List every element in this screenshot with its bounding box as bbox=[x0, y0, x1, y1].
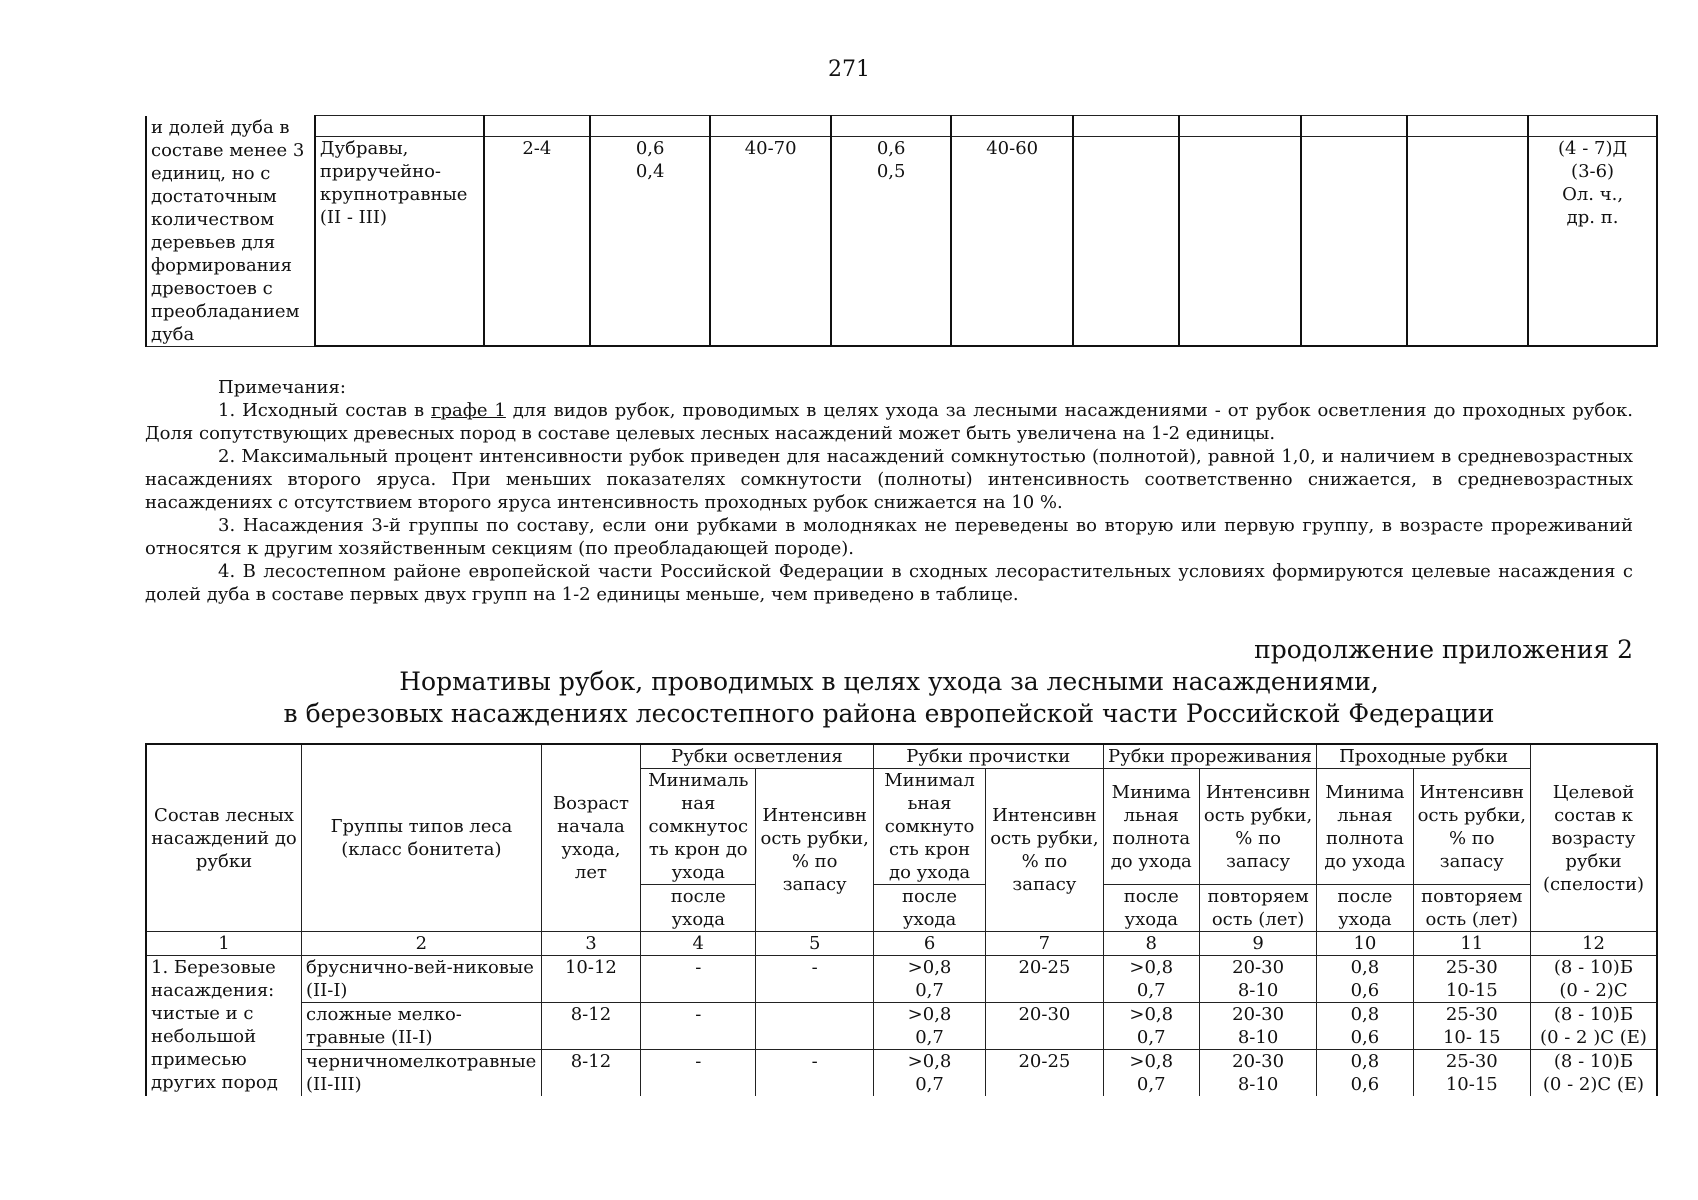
header-group-4: Проходные рубки bbox=[1317, 744, 1531, 769]
col-num: 7 bbox=[986, 932, 1103, 956]
header-c10: Минима льная полнота до ухода bbox=[1317, 769, 1413, 885]
cell: >0,8 0,7 bbox=[1103, 956, 1199, 1003]
table-title-line-1: Нормативы рубок, проводимых в целях ухода за лесными насаждениями, bbox=[399, 667, 1379, 696]
col-num: 12 bbox=[1530, 932, 1657, 956]
cell: 0,8 0,6 bbox=[1317, 1003, 1413, 1050]
top-col6-cell: 0,6 0,5 bbox=[831, 137, 952, 346]
cell: 25-30 10- 15 bbox=[1413, 1003, 1530, 1050]
cell: 20-30 8-10 bbox=[1199, 956, 1316, 1003]
cell: 25-30 10-15 bbox=[1413, 1050, 1530, 1097]
cell: 20-25 bbox=[986, 956, 1103, 1003]
note-3: 3. Насаждения 3-й группы по составу, если они рубками в молодняках не переведены во вторую или первую группу, в возрасте прореживаний относятся к другим хозяйственным секциям (по преобладающей породе). bbox=[145, 515, 1633, 559]
header-after-4: после ухода bbox=[641, 885, 756, 932]
header-c3: Возраст начала ухода, лет bbox=[541, 744, 640, 932]
header-group-1: Рубки осветления bbox=[641, 744, 874, 769]
header-c2: Группы типов леса (класс бонитета) bbox=[302, 744, 542, 932]
cell: 20-30 8-10 bbox=[1199, 1050, 1316, 1097]
top-table-data-row bbox=[146, 137, 1657, 346]
header-after-8: после ухода bbox=[1103, 885, 1199, 932]
col-num: 4 bbox=[641, 932, 756, 956]
cell: - bbox=[641, 1003, 756, 1050]
cell: - bbox=[756, 1050, 873, 1097]
top-table-header-row bbox=[146, 116, 1657, 137]
header-after-6: после ухода bbox=[873, 885, 985, 932]
forest-type-cell: сложные мелко-травные (II-I) bbox=[302, 1003, 542, 1050]
table-row bbox=[146, 1003, 1657, 1050]
note-4: 4. В лесостепном районе европейской части Российской Федерации в сходных лесорастительных условиях формируются целевые насаждения с долей дуба в составе первых двух групп на 1-2 единицы меньше, чем приведено в таблице. bbox=[145, 561, 1633, 605]
top-col4-cell: 0,6 0,4 bbox=[590, 137, 711, 346]
header-group-2: Рубки прочистки bbox=[873, 744, 1103, 769]
note-1: 1. Исходный состав в графе 1 для видов рубок, проводимых в целях ухода за лесными насаждениями - от рубок осветления до проходных рубок. Доля сопутствующих древесных пород в составе целевых лесных насаждений может быть увеличена на 1-2 единицы. bbox=[145, 400, 1634, 444]
top-table bbox=[145, 115, 1658, 347]
header-c6: Минимал ьная сомкнуто сть крон до ухода bbox=[873, 769, 985, 885]
header-c1: Состав лесных насаждений до рубки bbox=[146, 744, 302, 932]
cell: 20-30 8-10 bbox=[1199, 1003, 1316, 1050]
header-group-3: Рубки прореживания bbox=[1103, 744, 1317, 769]
cell: 25-30 10-15 bbox=[1413, 956, 1530, 1003]
cell: 20-25 bbox=[986, 1050, 1103, 1097]
age-cell: 8-12 bbox=[541, 1050, 640, 1097]
cell: >0,8 0,7 bbox=[1103, 1003, 1199, 1050]
cell: - bbox=[641, 956, 756, 1003]
column-number-row bbox=[146, 932, 1657, 956]
col-num: 2 bbox=[302, 932, 542, 956]
col-num: 11 bbox=[1413, 932, 1530, 956]
top-col12-cell: (4 - 7)Д (3-6) Ол. ч., др. п. bbox=[1528, 137, 1657, 346]
top-col3-cell: 2-4 bbox=[484, 137, 590, 346]
cell: (8 - 10)Б (0 - 2)С bbox=[1530, 956, 1657, 1003]
note-2: 2. Максимальный процент интенсивности рубок приведен для насаждений сомкнутостью (полнотой), равной 1,0, и наличием в средневозрастных насаждениях второго яруса. При меньших показателях сомкнутости (полноты) интенсивность соответственно снижается, в средневозрастных насаждениях с отсутствием второго яруса интенсивность проходных рубок снижается на 10 %. bbox=[145, 446, 1633, 513]
notes bbox=[145, 376, 1633, 606]
row-group-label: 1. Березовые насаждения: чистые и с небольшой примесью других пород bbox=[146, 956, 302, 1097]
main-table bbox=[145, 743, 1658, 1096]
col-num: 1 bbox=[146, 932, 302, 956]
cell: 20-30 bbox=[986, 1003, 1103, 1050]
cell: - bbox=[641, 1050, 756, 1097]
forest-type-cell: брусничнo-вей-никовые (II-I) bbox=[302, 956, 542, 1003]
col-num: 9 bbox=[1199, 932, 1316, 956]
cell: >0,8 0,7 bbox=[1103, 1050, 1199, 1097]
header-c11: Интенсивн ость рубки, % по запасу bbox=[1413, 769, 1530, 885]
table-title-line-2: в березовых насаждениях лесостепного района европейской части Российской Федерации bbox=[283, 699, 1495, 728]
header-group-row bbox=[146, 744, 1657, 769]
top-col2-cell: Дубравы, приручейно-крупнотравные (II - III) bbox=[315, 137, 484, 346]
cell: >0,8 0,7 bbox=[873, 1003, 985, 1050]
header-repeat-9: повторяем ость (лет) bbox=[1199, 885, 1316, 932]
col-num: 10 bbox=[1317, 932, 1413, 956]
cell: 0,8 0,6 bbox=[1317, 1050, 1413, 1097]
header-c12: Целевой состав к возрасту рубки (спелости) bbox=[1530, 744, 1657, 932]
col-num: 6 bbox=[873, 932, 985, 956]
cell: (8 - 10)Б (0 - 2 )С (Е) bbox=[1530, 1003, 1657, 1050]
header-after-10: после ухода bbox=[1317, 885, 1413, 932]
cell: (8 - 10)Б (0 - 2)С (Е) bbox=[1530, 1050, 1657, 1097]
top-col7-cell: 40-60 bbox=[951, 137, 1073, 346]
header-c9: Интенсивн ость рубки, % по запасу bbox=[1199, 769, 1316, 885]
col-num: 8 bbox=[1103, 932, 1199, 956]
cell: >0,8 0,7 bbox=[873, 956, 985, 1003]
cell: 0,8 0,6 bbox=[1317, 956, 1413, 1003]
grafe-1-link[interactable]: графе 1 bbox=[431, 400, 506, 421]
notes-heading: Примечания: bbox=[218, 377, 346, 398]
col-num: 5 bbox=[756, 932, 873, 956]
forest-type-cell: черничномелкотравные (II-III) bbox=[302, 1050, 542, 1097]
table-row bbox=[146, 1050, 1657, 1097]
col-num: 3 bbox=[541, 932, 640, 956]
age-cell: 10-12 bbox=[541, 956, 640, 1003]
age-cell: 8-12 bbox=[541, 1003, 640, 1050]
header-c8: Минима льная полнота до ухода bbox=[1103, 769, 1199, 885]
cell: >0,8 0,7 bbox=[873, 1050, 985, 1097]
header-c4: Минималь ная сомкнутос ть крон до ухода bbox=[641, 769, 756, 885]
table-row bbox=[146, 956, 1657, 1003]
page-number: 271 bbox=[828, 57, 870, 82]
top-col1-cell: и долей дуба в составе менее 3 единиц, но с достаточным количеством деревьев для формирования древостоев с преобладанием дуба bbox=[146, 116, 315, 347]
top-col5-cell: 40-70 bbox=[710, 137, 831, 346]
cell bbox=[756, 1003, 873, 1050]
header-c7: Интенсивн ость рубки, % по запасу bbox=[986, 769, 1103, 932]
cell: - bbox=[756, 956, 873, 1003]
continuation-label: продолжение приложения 2 bbox=[1254, 635, 1633, 664]
header-repeat-11: повторяем ость (лет) bbox=[1413, 885, 1530, 932]
header-c5: Интенсивн ость рубки, % по запасу bbox=[756, 769, 873, 932]
